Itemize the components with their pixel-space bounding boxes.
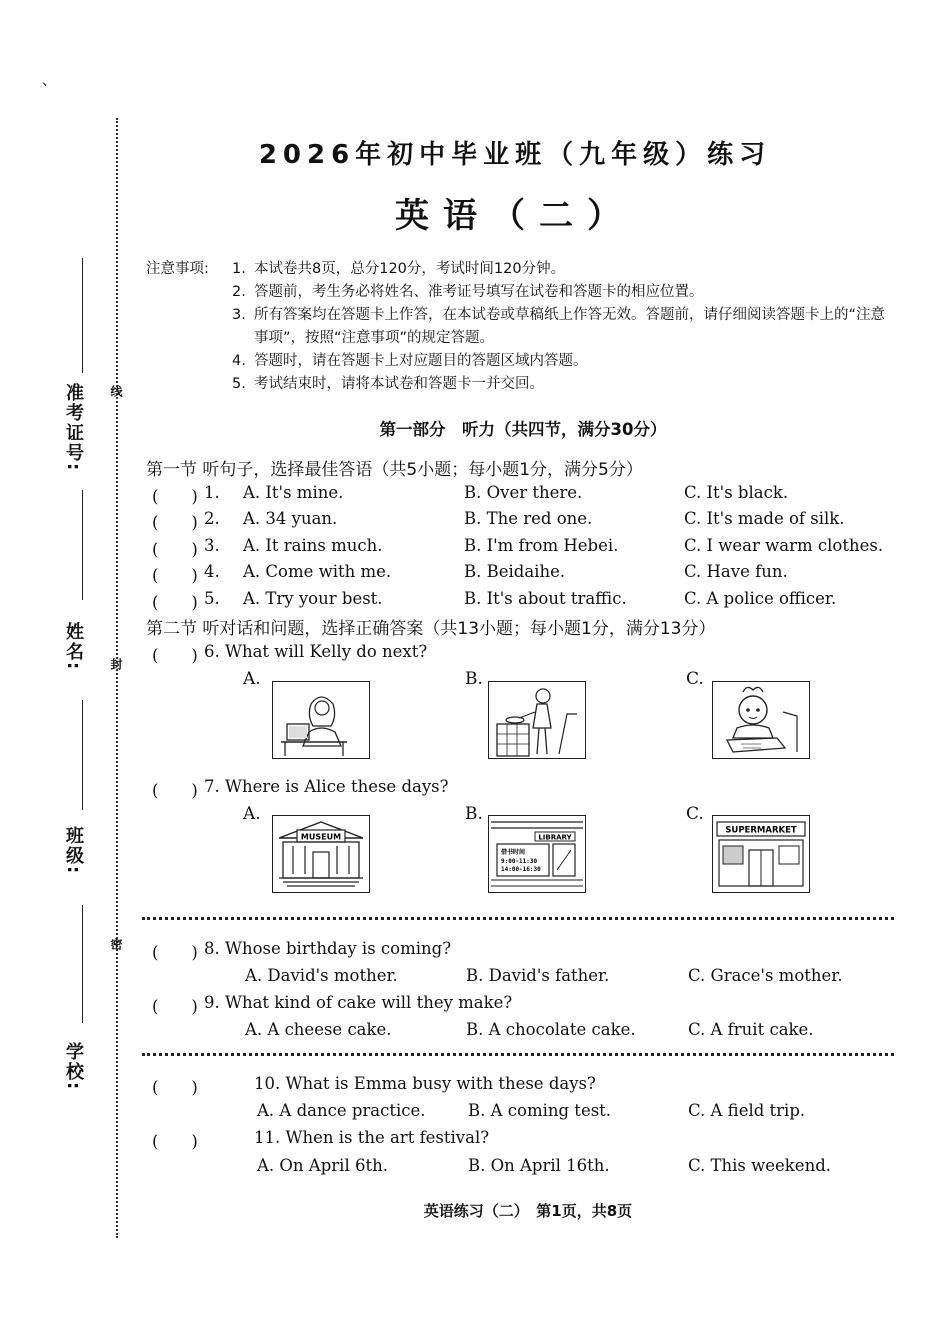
answer-blank[interactable]: ( ) <box>152 1132 198 1151</box>
question-row <box>146 536 906 562</box>
option-a: A. A dance practice. <box>257 1101 426 1120</box>
notes-label: 注意事项: <box>146 261 209 277</box>
question-6 <box>146 642 846 668</box>
option-b: B. On April 16th. <box>468 1156 610 1175</box>
exam-title: 2026年初中毕业班（九年级）练习 <box>258 140 772 170</box>
option-a-label: A. <box>243 804 261 824</box>
question-number: 4. <box>204 562 220 581</box>
question-number: 1. <box>204 483 220 502</box>
option-a: A. Come with me. <box>243 562 392 581</box>
option-c: C. A fruit cake. <box>688 1020 814 1039</box>
note-item: 1. 本试卷共8页，总分120分，考试时间120分钟。 <box>232 261 566 277</box>
question-text: 9. What kind of cake will they make? <box>204 993 513 1012</box>
option-c: C. A police officer. <box>684 589 837 608</box>
answer-blank[interactable]: ( ) <box>152 997 198 1016</box>
question-8 <box>146 939 846 965</box>
question-10 <box>146 1074 846 1100</box>
notes-block <box>146 258 892 396</box>
option-b: B. A chocolate cake. <box>466 1020 636 1039</box>
school-label: 学校: <box>63 1042 84 1092</box>
option-b: B. A coming test. <box>468 1101 612 1120</box>
answer-blank[interactable]: ( ) <box>152 513 198 532</box>
note-item: 4. 答题时，请在答题卡上对应题目的答题区域内答题。 <box>232 353 588 369</box>
option-a: A. It's mine. <box>243 483 344 502</box>
question-number: 3. <box>204 536 220 555</box>
museum-picture[interactable] <box>272 815 370 893</box>
answer-blank[interactable]: ( ) <box>152 487 198 506</box>
answer-blank[interactable]: ( ) <box>152 1078 198 1097</box>
part-title: 第一部分 听力（共四节，满分30分） <box>379 420 667 439</box>
option-b: B. David's father. <box>466 966 610 985</box>
library-hours-morning: 9:00-11:30 <box>501 858 538 865</box>
option-a: A. David's mother. <box>245 966 398 985</box>
option-b: B. I'm from Hebei. <box>464 536 619 555</box>
note-item: 2. 答题前，考生务必将姓名、准考证号填写在试卷和答题卡的相应位置。 <box>232 284 704 300</box>
question-row <box>146 589 906 615</box>
section2-title: 第二节 听对话和问题，选择正确答案（共13小题；每小题1分，满分13分） <box>146 619 716 639</box>
girl-writing-picture[interactable] <box>712 681 810 759</box>
dotted-separator <box>142 1053 894 1056</box>
option-b-label: B. <box>465 669 483 689</box>
option-a: A. 34 yuan. <box>243 509 338 528</box>
option-c: C. Have fun. <box>684 562 788 581</box>
option-c-label: C. <box>686 669 704 689</box>
option-c: C. Grace's mother. <box>688 966 843 985</box>
girl-cooking-picture[interactable] <box>488 681 586 759</box>
dotted-separator <box>142 917 894 920</box>
question-9 <box>146 993 846 1019</box>
question-number: 5. <box>204 589 220 608</box>
name-fill-line <box>82 700 83 810</box>
answer-blank[interactable]: ( ) <box>152 540 198 559</box>
option-c: C. This weekend. <box>688 1156 831 1175</box>
question-7 <box>146 777 846 803</box>
note-item: 5. 考试结束时，请将本试卷和答题卡一并交回。 <box>232 376 544 392</box>
answer-blank[interactable]: ( ) <box>152 566 198 585</box>
option-b-label: B. <box>465 804 483 824</box>
option-c: C. It's made of silk. <box>684 509 845 528</box>
corner-mark: 、 <box>42 73 56 89</box>
museum-sign: MUSEUM <box>300 832 342 842</box>
binding-dotted-line <box>116 118 118 1238</box>
option-c: C. I wear warm clothes. <box>684 536 884 555</box>
section1-title: 第一节 听句子，选择最佳答语（共5小题；每小题1分，满分5分） <box>146 460 643 480</box>
library-picture[interactable] <box>488 815 586 893</box>
girl-using-computer-picture[interactable] <box>272 681 370 759</box>
option-c: C. It's black. <box>684 483 789 502</box>
question-row <box>146 483 906 509</box>
answer-blank[interactable]: ( ) <box>152 943 198 962</box>
exam-id-label: 准考证号: <box>63 383 84 473</box>
option-a: A. On April 6th. <box>257 1156 388 1175</box>
option-b: B. Over there. <box>464 483 583 502</box>
question-row <box>146 562 906 588</box>
name-label: 姓名: <box>63 622 84 672</box>
question-text: 10. What is Emma busy with these days? <box>254 1074 596 1093</box>
question-text: 8. Whose birthday is coming? <box>204 939 452 958</box>
question-number: 2. <box>204 509 220 528</box>
option-b: B. Beidaihe. <box>464 562 566 581</box>
supermarket-picture[interactable] <box>712 815 810 893</box>
note-item: 3. 所有答案均在答题卡上作答，在本试卷或草稿纸上作答无效。答题前，请仔细阅读答题卡上的“注意事项”，按照“注意事项”的规定答题。 <box>232 307 886 346</box>
binding-mark-seal: 封 <box>109 658 123 670</box>
option-c-label: C. <box>686 804 704 824</box>
question-text: 11. When is the art festival? <box>254 1128 490 1147</box>
question-text: 6. What will Kelly do next? <box>204 642 428 661</box>
answer-blank[interactable]: ( ) <box>152 646 198 665</box>
library-sign: LIBRARY <box>538 833 572 842</box>
exam-id-fill-line <box>82 258 83 373</box>
option-c: C. A field trip. <box>688 1101 806 1120</box>
name-top-line <box>82 490 83 600</box>
option-a: A. It rains much. <box>243 536 383 555</box>
answer-blank[interactable]: ( ) <box>152 781 198 800</box>
class-label: 班级: <box>63 826 84 876</box>
page-footer: 英语练习（二） 第1页，共8页 <box>423 1202 633 1220</box>
option-b: B. The red one. <box>464 509 593 528</box>
question-row <box>146 509 906 535</box>
binding-mark-line: 线 <box>109 385 123 397</box>
library-hours-title: 借书时间 <box>501 849 526 856</box>
question-text: 7. Where is Alice these days? <box>204 777 449 796</box>
option-a-label: A. <box>243 669 261 689</box>
question-11 <box>146 1128 846 1154</box>
supermarket-sign: SUPERMARKET <box>725 825 797 836</box>
answer-blank[interactable]: ( ) <box>152 593 198 612</box>
class-fill-line <box>82 905 83 1023</box>
exam-subtitle: 英语（二） <box>395 196 635 236</box>
option-a: A. Try your best. <box>243 589 383 608</box>
option-a: A. A cheese cake. <box>245 1020 392 1039</box>
library-hours-afternoon: 14:00-16:30 <box>501 866 541 873</box>
binding-mark-secret: 密 <box>109 938 123 950</box>
option-b: B. It's about traffic. <box>464 589 627 608</box>
